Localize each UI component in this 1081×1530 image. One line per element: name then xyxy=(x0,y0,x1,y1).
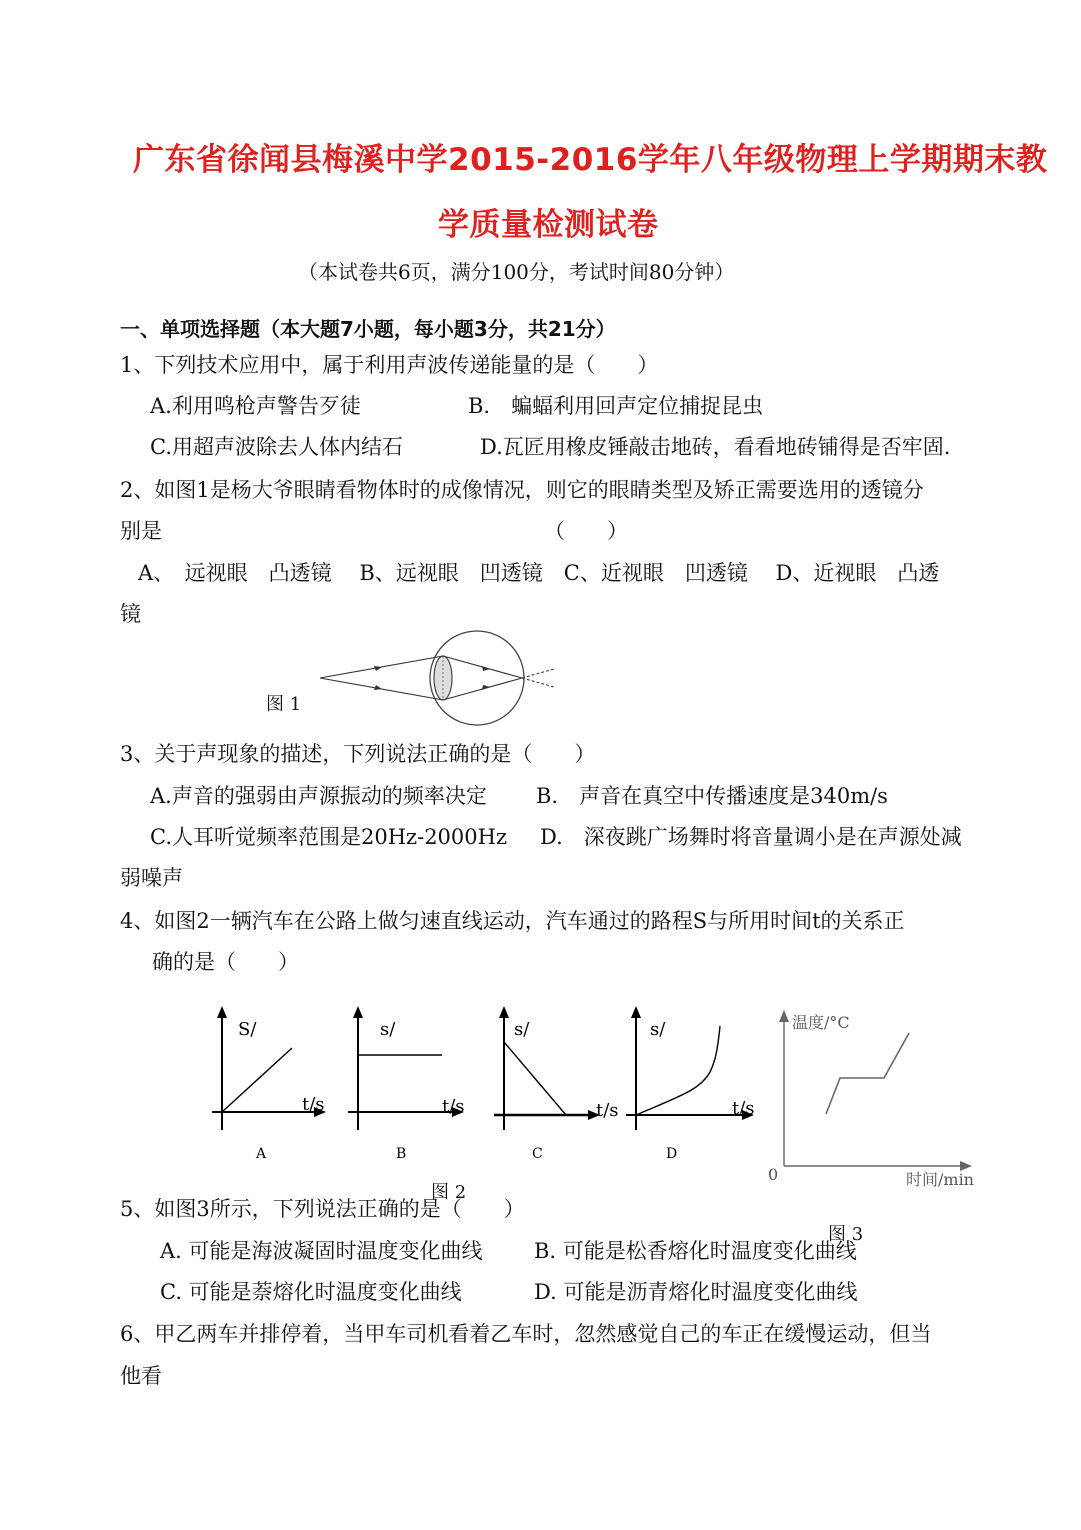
q3-option-c: C.人耳听觉频率范围是20Hz-2000Hz xyxy=(150,825,508,849)
graph-d-xlabel: t/s xyxy=(732,1098,755,1119)
graph-a-ylabel: S/ xyxy=(238,1019,257,1040)
figure-2-label: 图 2 xyxy=(431,1182,467,1203)
graph-b-ylabel: s/ xyxy=(380,1019,396,1040)
graph-c xyxy=(494,1006,619,1160)
figure-3-origin: 0 xyxy=(768,1165,779,1184)
q4-stem-line-1: 4、如图2一辆汽车在公路上做匀速直线运动，汽车通过的路程S与所用时间t的关系正 xyxy=(120,909,905,933)
graph-a-letter: A xyxy=(256,1146,267,1160)
figure-3-label: 图 3 xyxy=(828,1224,864,1245)
q3-stem: 3、关于声现象的描述，下列说法正确的是（ ） xyxy=(120,742,596,766)
q5-option-b: B. 可能是松香熔化时温度变化曲线 xyxy=(534,1239,857,1263)
q1-option-c: C.用超声波除去人体内结石 xyxy=(150,435,403,459)
q1-stem: 1、下列技术应用中，属于利用声波传递能量的是（ ） xyxy=(120,353,659,377)
graph-c-xlabel: t/s xyxy=(596,1100,619,1121)
graph-a-xlabel: t/s xyxy=(302,1094,325,1115)
figure-3-ylabel: 温度/°C xyxy=(792,1013,850,1032)
q5-option-c: C. 可能是萘熔化时温度变化曲线 xyxy=(160,1280,462,1304)
q1-option-b: B. 蝙蝠利用回声定位捕捉昆虫 xyxy=(468,394,764,418)
graph-a xyxy=(212,1006,326,1160)
graph-b xyxy=(348,1006,465,1160)
q1-option-d: D.瓦匠用橡皮锤敲击地砖，看看地砖铺得是否牢固. xyxy=(480,435,951,459)
title-line-2: 学质量检测试卷 xyxy=(438,207,659,243)
graph-d-ylabel: s/ xyxy=(650,1019,666,1040)
figure-1-label: 图 1 xyxy=(266,694,302,715)
q3-option-a: A.声音的强弱由声源振动的频率决定 xyxy=(150,784,487,808)
q2-stem-line-1: 2、如图1是杨大爷眼睛看物体时的成像情况，则它的眼睛类型及矫正需要选用的透镜分 xyxy=(120,478,924,502)
q2-options-wrap: 镜 xyxy=(120,602,141,626)
q3-option-b: B. 声音在真空中传播速度是340m/s xyxy=(536,784,888,808)
graph-d-letter: D xyxy=(666,1146,678,1160)
q6-stem-line-2: 他看 xyxy=(120,1364,162,1388)
graph-b-letter: B xyxy=(396,1146,407,1160)
q5-option-d: D. 可能是沥青熔化时温度变化曲线 xyxy=(534,1280,858,1304)
q3-option-d: D. 深夜跳广场舞时将音量调小是在声源处减 xyxy=(540,825,962,849)
q5-option-a: A. 可能是海波凝固时温度变化曲线 xyxy=(160,1239,483,1263)
graph-c-letter: C xyxy=(532,1146,543,1160)
q2-options: A、 远视眼 凸透镜 B、远视眼 凹透镜 C、近视眼 凹透镜 D、近视眼 凸透 xyxy=(138,561,940,585)
figure-3-xlabel: 时间/min xyxy=(906,1170,974,1189)
figure-2-graphs xyxy=(200,1000,770,1160)
section-heading: 一、单项选择题（本大题7小题，每小题3分，共21分） xyxy=(120,317,616,341)
graph-b-xlabel: t/s xyxy=(442,1096,465,1117)
q6-stem-line-1: 6、甲乙两车并排停着，当甲车司机看着乙车时，忽然感觉自己的车正在缓慢运动，但当 xyxy=(120,1322,932,1346)
q4-stem-line-2: 确的是（ ） xyxy=(152,950,299,974)
q2-stem-line-2: 别是 xyxy=(120,519,162,543)
graph-c-ylabel: s/ xyxy=(514,1019,530,1040)
q2-answer-paren: （ ） xyxy=(544,519,628,543)
q5-stem: 5、如图3所示，下列说法正确的是（ ） xyxy=(120,1197,525,1221)
figure-1-eye-diagram xyxy=(262,628,562,728)
q1-option-a: A.利用鸣枪声警告歹徒 xyxy=(150,394,361,418)
q3-option-d-wrap: 弱噪声 xyxy=(120,866,183,890)
title-line-1: 广东省徐闻县梅溪中学2015-2016学年八年级物理上学期期末教 xyxy=(133,142,1048,178)
figure-3-temperature-graph xyxy=(764,1006,996,1190)
exam-info: （本试卷共6页，满分100分，考试时间80分钟） xyxy=(298,260,735,284)
graph-d xyxy=(626,1006,755,1160)
